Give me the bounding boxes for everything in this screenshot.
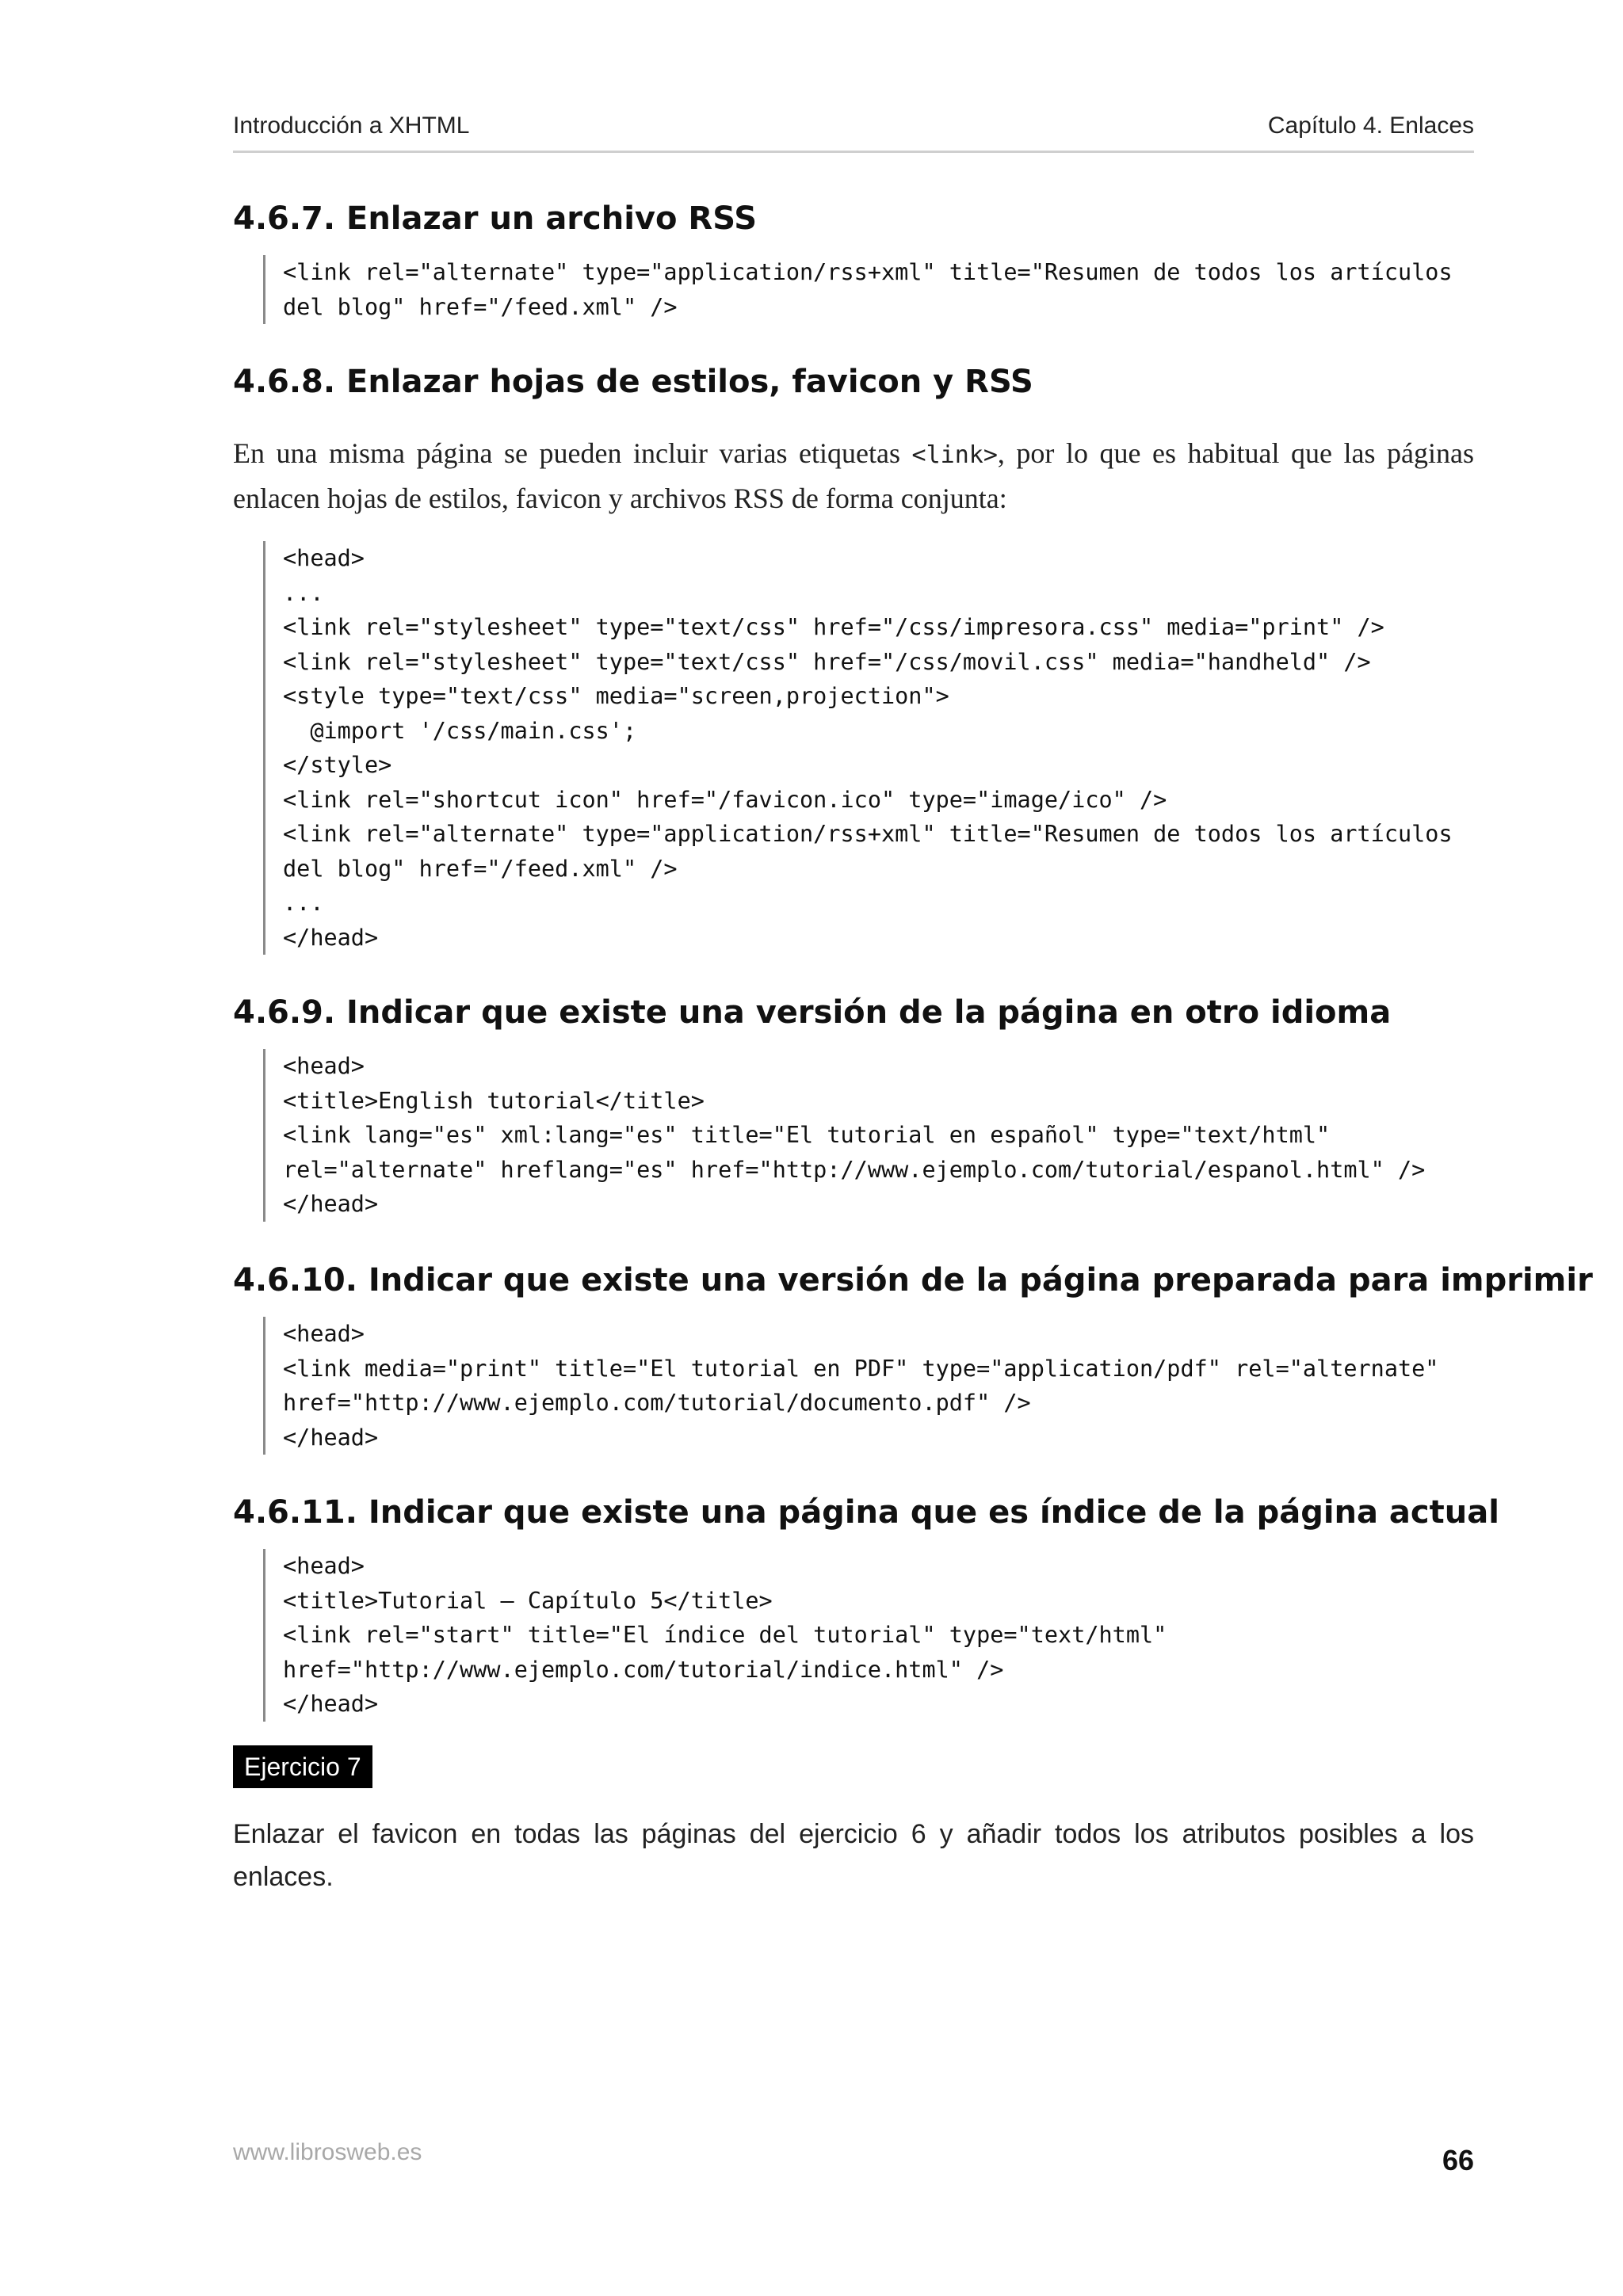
paragraph-text: , por lo que es habitual que las páginas enlacen hojas de estilos, favicon y archivos RSS de forma conjunta: <box>233 437 1475 514</box>
code-line: href="http://www.ejemplo.com/tutorial/documento.pdf" /> <box>283 1390 1031 1416</box>
exercise-text: Enlazar el favicon en todas las páginas del ejercicio 6 y añadir todos los atributos posibles a los enlaces. <box>233 1819 1474 1892</box>
inline-code-link: <link> <box>911 441 998 469</box>
code-block-index <box>263 1549 1167 1722</box>
code-line: ... <box>283 579 324 606</box>
code-line: <link rel="alternate" type="application/rss+xml" title="Resumen de todos los artículos <box>283 821 1453 847</box>
code-line: </head> <box>283 924 379 951</box>
code-line: del blog" href="/feed.xml" /> <box>283 855 678 882</box>
code-line: <link lang="es" xml:lang="es" title="El tutorial en español" type="text/html" <box>283 1122 1331 1148</box>
code-line: <link media="print" title="El tutorial en PDF" type="application/pdf" rel="alternate" <box>283 1355 1439 1382</box>
code-block-head-links <box>263 541 1453 955</box>
exercise-label: Ejercicio 7 <box>233 1745 372 1788</box>
code-line: @import '/css/main.css'; <box>283 717 637 744</box>
section-heading-4-6-11: 4.6.11. Indicar que existe una página que es índice de la página actual <box>233 1494 1499 1531</box>
code-line: <link rel="shortcut icon" href="/favicon.ico" type="image/ico" /> <box>283 786 1167 813</box>
code-line: <head> <box>283 1321 365 1347</box>
code-line: <link rel="alternate" type="application/rss+xml" title="Resumen de todos los artículos <box>283 259 1453 285</box>
code-line: <head> <box>283 1553 365 1579</box>
code-line: <head> <box>283 1053 365 1079</box>
code-line: ... <box>283 890 324 916</box>
code-line: <title>English tutorial</title> <box>283 1087 705 1114</box>
code-line: </head> <box>283 1691 379 1717</box>
code-line: </head> <box>283 1191 379 1217</box>
code-block-language <box>263 1049 1425 1222</box>
section-heading-4-6-9: 4.6.9. Indicar que existe una versión de la página en otro idioma <box>233 994 1392 1031</box>
header-chapter-title: Capítulo 4. Enlaces <box>1267 113 1474 139</box>
code-line: href="http://www.ejemplo.com/tutorial/indice.html" /> <box>283 1656 1004 1683</box>
code-line: <head> <box>283 545 365 571</box>
footer-url[interactable]: www.librosweb.es <box>233 2139 422 2165</box>
code-line: del blog" href="/feed.xml" /> <box>283 293 678 320</box>
page-header <box>233 109 1474 153</box>
page-number: 66 <box>1442 2144 1474 2176</box>
section-heading-4-6-10: 4.6.10. Indicar que existe una versión de la página preparada para imprimir <box>233 1262 1593 1299</box>
code-line: <link rel="stylesheet" type="text/css" href="/css/impresora.css" media="print" /> <box>283 614 1384 640</box>
code-line: <title>Tutorial – Capítulo 5</title> <box>283 1587 773 1614</box>
code-line: </style> <box>283 752 392 778</box>
section-paragraph <box>233 432 1474 521</box>
header-book-title: Introducción a XHTML <box>233 113 470 139</box>
code-block-print <box>263 1317 1438 1455</box>
code-line: <link rel="stylesheet" type="text/css" href="/css/movil.css" media="handheld" /> <box>283 648 1371 675</box>
code-line: <style type="text/css" media="screen,projection"> <box>283 683 949 709</box>
section-heading-4-6-7: 4.6.7. Enlazar un archivo RSS <box>233 200 758 237</box>
document-page <box>233 0 1593 2296</box>
code-line: rel="alternate" hreflang="es" href="http://www.ejemplo.com/tutorial/espanol.html" /> <box>283 1156 1426 1183</box>
paragraph-text: En una misma página se pueden incluir varias etiquetas <box>233 437 912 469</box>
code-block-rss <box>263 255 1453 324</box>
code-line: </head> <box>283 1424 379 1451</box>
section-heading-4-6-8: 4.6.8. Enlazar hojas de estilos, favicon y RSS <box>233 364 1033 400</box>
code-line: <link rel="start" title="El índice del tutorial" type="text/html" <box>283 1622 1167 1648</box>
